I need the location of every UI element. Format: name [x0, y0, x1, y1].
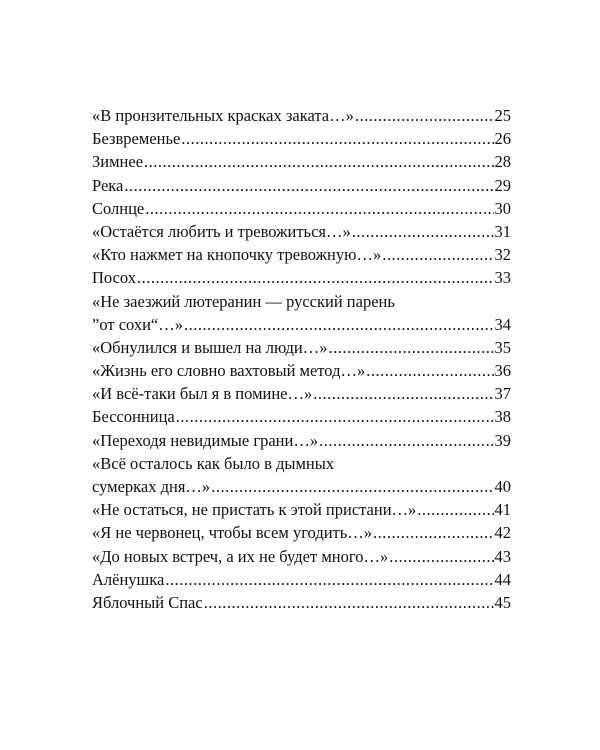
toc-entry — [92, 498, 511, 521]
toc-entry-line-last — [92, 174, 511, 197]
toc-entry-title: «Всё осталось как было в дымных — [92, 453, 335, 473]
toc-entry — [92, 266, 511, 289]
toc-entry-page-number: 41 — [494, 500, 511, 520]
dot-leader — [352, 220, 494, 243]
toc-entry — [92, 104, 511, 127]
toc-entry — [92, 452, 511, 498]
toc-entry-title: сумерках дня…» — [92, 477, 211, 496]
toc-entry-title: «Не заезжий лютеранин — русский парень — [92, 291, 395, 311]
dot-leader — [382, 243, 493, 266]
dot-leader — [184, 313, 493, 336]
toc-entry-title: «В пронзительных красках заката…» — [92, 106, 354, 125]
toc-entry-line-last — [92, 197, 511, 220]
dot-leader — [165, 568, 493, 591]
toc-entry-page-number: 39 — [494, 430, 511, 450]
toc-entry-line — [92, 452, 511, 475]
dot-leader — [355, 104, 494, 127]
toc-entry — [92, 568, 511, 591]
toc-entry-page-number: 28 — [494, 152, 511, 172]
dot-leader — [137, 266, 494, 289]
toc-entry-title: Зимнее — [92, 152, 144, 172]
toc-entry-line-last — [92, 498, 511, 521]
dot-leader — [204, 591, 494, 614]
toc-entry-page-number: 32 — [494, 245, 511, 265]
toc-entry — [92, 220, 511, 243]
dot-leader — [417, 498, 493, 521]
toc-entry-title: «И всё-таки был я в помине…» — [92, 384, 313, 404]
toc-entry-line-last — [92, 220, 511, 243]
toc-entry — [92, 197, 511, 220]
toc-entry-title: «Жизнь его словно вахтовый метод…» — [92, 361, 366, 381]
toc-entry-line-last — [92, 475, 511, 498]
toc-entry-title: «Остаётся любить и тревожиться…» — [92, 221, 351, 241]
toc-entry-page-number: 25 — [494, 106, 511, 125]
toc-entry-line-last — [92, 591, 511, 614]
toc-entry-page-number: 29 — [494, 175, 511, 195]
toc-entry-line-last — [92, 405, 511, 428]
toc-entry — [92, 545, 511, 568]
toc-entry-title: «Не остаться, не пристать к этой пристани…» — [92, 500, 417, 520]
toc-entry-page-number: 33 — [494, 268, 511, 288]
toc-entry-title: Солнце — [92, 198, 145, 218]
toc-entry-page-number: 45 — [494, 592, 511, 612]
dot-leader — [124, 174, 493, 197]
toc-entry-title: Безвременье — [92, 129, 181, 149]
table-of-contents — [92, 104, 511, 614]
toc-entry-title: ”от сохи“…» — [92, 314, 184, 334]
toc-entry — [92, 174, 511, 197]
toc-entry-page-number: 31 — [494, 221, 511, 241]
toc-entry-line-last — [92, 429, 511, 452]
toc-entry — [92, 521, 511, 544]
toc-entry-line-last — [92, 568, 511, 591]
toc-entry-page-number: 30 — [494, 198, 511, 218]
dot-leader — [328, 336, 493, 359]
toc-entry — [92, 290, 511, 336]
toc-entry-line-last — [92, 382, 511, 405]
dot-leader — [373, 521, 493, 544]
toc-entry-title: «Переходя невидимые грани…» — [92, 430, 319, 450]
toc-entry — [92, 127, 511, 150]
dot-leader — [313, 382, 493, 405]
toc-entry-line-last — [92, 104, 511, 127]
toc-entry-title: Посох — [92, 268, 136, 288]
toc-entry-page-number: 26 — [494, 129, 511, 149]
toc-entry — [92, 405, 511, 428]
toc-entry-title: «До новых встреч, а их не будет много…» — [92, 546, 389, 566]
toc-entry — [92, 429, 511, 452]
dot-leader — [144, 150, 493, 173]
toc-entry-page-number: 43 — [494, 546, 511, 566]
toc-entry-line-last — [92, 359, 511, 382]
toc-entry-line — [92, 290, 511, 313]
toc-entry-page-number: 42 — [494, 523, 511, 543]
toc-entry-title: «Обнулился и вышел на люди…» — [92, 337, 328, 357]
toc-entry-title: Алёнушка — [92, 569, 165, 589]
toc-entry — [92, 591, 511, 614]
dot-leader — [211, 475, 493, 498]
toc-entry-title: «Я не червонец, чтобы всем угодить…» — [92, 523, 373, 543]
toc-entry-line-last — [92, 521, 511, 544]
toc-entry-title: Бессонница — [92, 407, 175, 427]
dot-leader — [319, 429, 493, 452]
toc-entry-page-number: 35 — [494, 337, 511, 357]
toc-entry-line-last — [92, 545, 511, 568]
toc-entry-line-last — [92, 243, 511, 266]
toc-entry-page-number: 37 — [494, 384, 511, 404]
toc-entry-title: Река — [92, 175, 124, 195]
toc-entry-line-last — [92, 336, 511, 359]
toc-entry-page-number: 38 — [494, 407, 511, 427]
dot-leader — [366, 359, 493, 382]
toc-entry — [92, 359, 511, 382]
toc-entry-page-number: 40 — [494, 477, 511, 496]
dot-leader — [176, 405, 494, 428]
toc-entry — [92, 243, 511, 266]
dot-leader — [389, 545, 493, 568]
dot-leader — [145, 197, 493, 220]
toc-entry-line-last — [92, 313, 511, 336]
toc-entry-line-last — [92, 266, 511, 289]
dot-leader — [181, 127, 493, 150]
toc-entry-page-number: 34 — [494, 314, 511, 334]
toc-entry-line-last — [92, 150, 511, 173]
toc-entry-line-last — [92, 127, 511, 150]
toc-entry — [92, 382, 511, 405]
toc-entry — [92, 150, 511, 173]
toc-entry-page-number: 44 — [494, 569, 511, 589]
toc-entry-page-number: 36 — [494, 361, 511, 381]
toc-entry-title: Яблочный Спас — [92, 592, 203, 612]
toc-entry — [92, 336, 511, 359]
toc-entry-title: «Кто нажмет на кнопочку тревожную…» — [92, 245, 382, 265]
